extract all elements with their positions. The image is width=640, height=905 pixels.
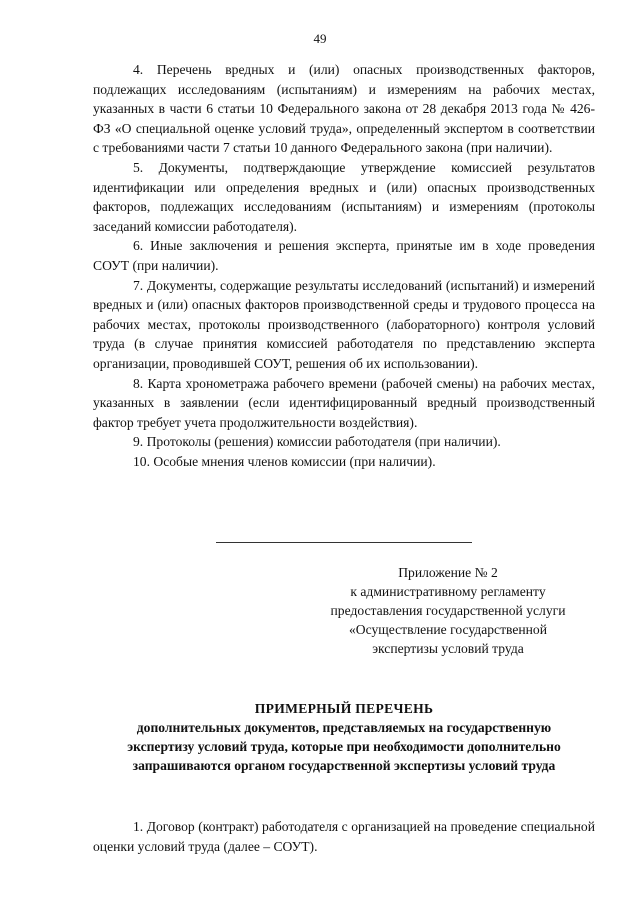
list-item: 8. Карта хронометража рабочего времени (рабочей смены) на рабочих местах, указанных в заявлении (если идентифицированный вредный производственный фактор требует учета продолжительности воздействия). <box>93 375 595 430</box>
section-divider <box>216 542 472 543</box>
section-title <box>93 699 595 775</box>
list-item: 6. Иные заключения и решения эксперта, принятые им в ходе проведения СОУТ (при наличии). <box>93 238 595 273</box>
list-item: 4. Перечень вредных и (или) опасных производственных факторов, подлежащих исследованиям (испытаниям) и измерениям на рабочих местах, указанных в части 6 статьи 10 Федерального закона от 28 декабря 2013 года № 426-ФЗ «О специальной оценке условий труда», определенный экспертом в соответствии с требованиями части 7 статьи 10 данного Федерального закона (при наличии). <box>93 62 595 156</box>
list-item: 7. Документы, содержащие результаты исследований (испытаний) и измерений вредных и (или) опасных факторов производственной среды и трудового процесса на рабочих местах, протоколы производственного (лабораторного) контроля условий труда (в случае принятия комиссией работодателя по представлению эксперта организации, проводившей СОУТ, решения об их использовании). <box>93 277 595 371</box>
title-subtitle: дополнительных документов, представляемых на государственную <box>136 720 552 735</box>
title-subtitle: экспертизу условий труда, которые при необходимости дополнительно <box>127 739 561 754</box>
list-item: 5. Документы, подтверждающие утверждение комиссией результатов идентификации или определения вредных и (или) опасных производственных факторов, подлежащих исследованиям (испытаниям) и измерениям (протоколы заседаний комиссии работодателя). <box>93 159 595 234</box>
list-item: 10. Особые мнения членов комиссии (при наличии). <box>133 453 436 469</box>
appendix-line: предоставления государственной услуги <box>330 603 566 618</box>
list-item: 9. Протоколы (решения) комиссии работодателя (при наличии). <box>133 434 501 450</box>
title-main: ПРИМЕРНЫЙ ПЕРЕЧЕНЬ <box>254 701 434 716</box>
title-subtitle: запрашиваются органом государственной экспертизы условий труда <box>132 758 556 773</box>
appendix-line: экспертизы условий труда <box>372 641 524 656</box>
additional-documents-list <box>93 817 595 856</box>
appendix-header <box>300 563 596 658</box>
appendix-line: к административному регламенту <box>350 584 546 599</box>
list-item: 1. Договор (контракт) работодателя с организацией на проведение специальной оценки условий труда (далее – СОУТ). <box>93 819 595 854</box>
document-list <box>93 60 595 471</box>
page-number: 49 <box>313 31 327 46</box>
appendix-line: «Осуществление государственной <box>349 622 547 637</box>
appendix-number: Приложение № 2 <box>398 565 498 580</box>
